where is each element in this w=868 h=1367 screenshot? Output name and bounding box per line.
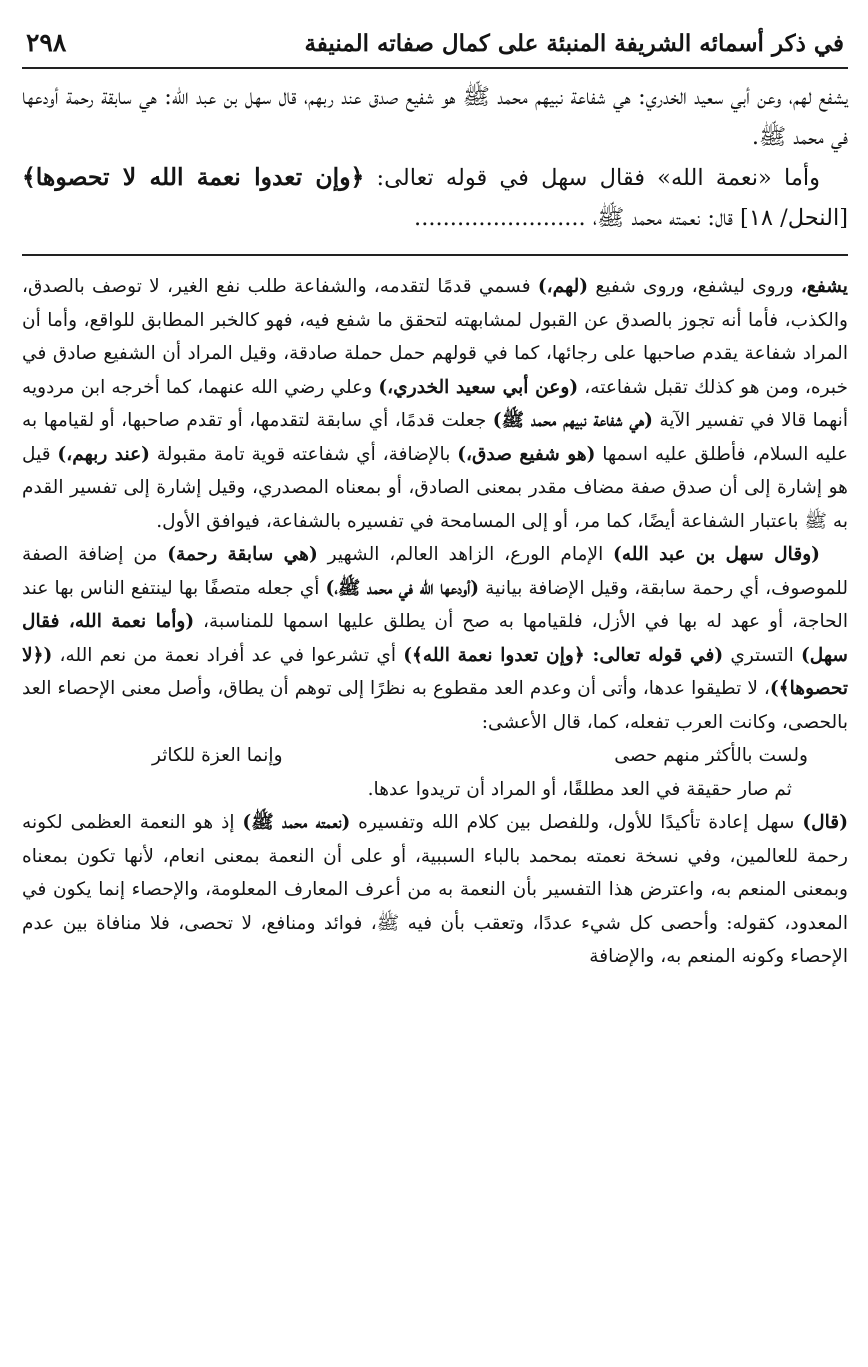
verse-first-hemistich: ولست بالأكثر منهم حصى <box>614 745 808 766</box>
quoted-phrase: (وعن أبي سعيد الخدري،) <box>378 376 579 398</box>
commentary <box>22 270 848 974</box>
main-text-paragraph-2 <box>22 157 848 238</box>
commentary-segment: وروى ليشفع، وروى شفيع <box>588 276 801 297</box>
main-text-segment: [النحل/ ١٨] قال: نعمته محمد ﷺ، ........................ <box>414 205 848 231</box>
commentary-paragraph-2 <box>22 538 848 739</box>
commentary-paragraph-3: ثم صار حقيقة في العد مطلقًا، أو المراد أن تريدوا عدها. <box>367 778 792 800</box>
commentary-segment: بالإضافة، أي شفاعته قوية تامة مقبولة <box>149 443 458 465</box>
verse-second-hemistich: وإنما العزة للكاثر <box>152 745 283 766</box>
section-divider <box>22 254 848 256</box>
main-text-paragraph-1: يشفع لهم، وعن أبي سعيد الخدري: هي شفاعة نبيهم محمد ﷺ هو شفيع صدق عند ربهم، قال سهل بن عبد الله: هي سابقة رحمة أودعها في محمد ﷺ. <box>22 84 848 150</box>
book-page <box>22 22 848 974</box>
commentary-segment: ، لا تطيقوا عدها، وأتى أن وعدم العد مقطوع به نظرًا إلى توهم أن يطاق، وأصل معنى الإحصاء العد بالحصى، وكانت العرب تفعله، كما، قال الأعشى: <box>22 678 848 733</box>
commentary-paragraph-4 <box>22 806 848 974</box>
page-number: ٢٩٨ <box>26 28 67 57</box>
main-text <box>22 77 848 238</box>
quoted-phrase: (هي سابقة رحمة) <box>167 544 318 565</box>
quoted-phrase: (لهم،) <box>537 276 589 297</box>
quoted-phrase: (أودعها الله في محمد ﷺ،) <box>325 577 480 599</box>
page-header <box>22 22 848 69</box>
poetry-verse <box>22 739 848 773</box>
commentary-segment: قيل هو إشارة إلى أن صدق صفة مضاف مقدر بمعنى الصادق، أو بمعناه المصدري، وقيل إشارة إلى تفسير القدم به ﷺ باعتبار الشفاعة أيضًا، كما مر، أو إلى المسامحة في تفسيره بالشفاعة، فيوافق الأول. <box>22 443 848 532</box>
quran-verse: ﴿وإن تعدوا نعمة الله لا تحصوها﴾ <box>22 163 365 191</box>
main-text-segment: وأما «نعمة الله» فقال سهل في قوله تعالى: <box>364 165 820 191</box>
commentary-segment: من إضافة الصفة للموصوف، أي رحمة سابقة، وقيل الإضافة بيانية <box>22 544 848 599</box>
quoted-phrase: (هو شفيع صدق،) <box>457 443 596 465</box>
running-title: في ذكر أسمائه الشريفة المنبئة على كمال صفاته المنيفة <box>304 30 844 57</box>
commentary-segment: سهل إعادة تأكيدًا للأول، وللفصل بين كلام الله وتفسيره <box>350 812 803 833</box>
commentary-segment: التستري <box>723 644 801 666</box>
quoted-phrase: (نعمته محمد ﷺ) <box>242 812 351 833</box>
quoted-phrase: (﴿لا تحصوها﴾) <box>22 644 848 699</box>
quoted-phrase: (عند ربهم،) <box>57 443 150 465</box>
commentary-segment: فسمي قدمًا لتقدمه، والشفاعة طلب نفع الغير، لا توصف بالصدق، والكذب، فأما أنه تجوز بالصدق عن القبول لمشابهته لتحقق ما شفع فيه، فهو كالخبر المطابق للواقع، وأما أن المراد شفاعة يقدم صاحبها على رجائها، كما في قولهم حمل حملة صادقة، وقيل المراد أن الشفيع صادق في خبره، ومن هو كذلك تقبل شفاعته، <box>22 276 848 398</box>
commentary-segment: وعلي رضي الله عنهما، كما أخرجه ابن مردويه أنهما قالا في تفسير الآية <box>22 376 849 431</box>
commentary-segment: جعلت قدمًا، أي سابقة لتقدمها، أو تقدم صاحبها، أو لقيامها به عليه السلام، فأطلق عليه اسمها <box>22 410 849 465</box>
commentary-segment: أي تشرعوا في عد أفراد نعمة من نعم الله، <box>52 644 404 666</box>
quoted-phrase: (هي شفاعة نبيهم محمد ﷺ) <box>492 410 653 431</box>
commentary-segment: إذ هو النعمة العظمى لكونه رحمة للعالمين، وفي نسخة نعمته بمحمد بالباء السببية، أو على أن النعمة بمعنى انعام، لأنها تكون بمعناه وبمعنى المنعم به، واعترض هذا التفسير بأن النعمة به من أعرف المعارف المعلومة، والإحصاء إنما يكون في المعدود، كقوله: وأحصى كل شيء عددًا، وتعقب بأن فيه ﷺ، فوائد ومنافع، لا تحصى، فلا منافاة بين عدم الإحصاء وكونه المنعم به، والإضافة <box>22 812 848 967</box>
quoted-phrase: (قال) <box>802 812 848 833</box>
commentary-segment: الإمام الورع، الزاهد العالم، الشهير <box>317 544 614 565</box>
quoted-phrase: (في قوله تعالى: ﴿وإن تعدوا نعمة الله﴾) <box>403 644 724 666</box>
quoted-phrase: (وقال سهل بن عبد الله) <box>613 544 820 565</box>
quoted-phrase: (وأما نعمة الله، فقال سهل) <box>22 611 848 666</box>
commentary-segment: أي جعله متصفًا بها لينتفع الناس بها عند الحاجة، أو عهد له بها في الأزل، فلقيامها به صح أن يطلق عليها اسمها للمناسبة، <box>22 577 848 632</box>
commentary-paragraph-1 <box>22 270 848 538</box>
quoted-phrase: يشفع، <box>800 276 848 297</box>
